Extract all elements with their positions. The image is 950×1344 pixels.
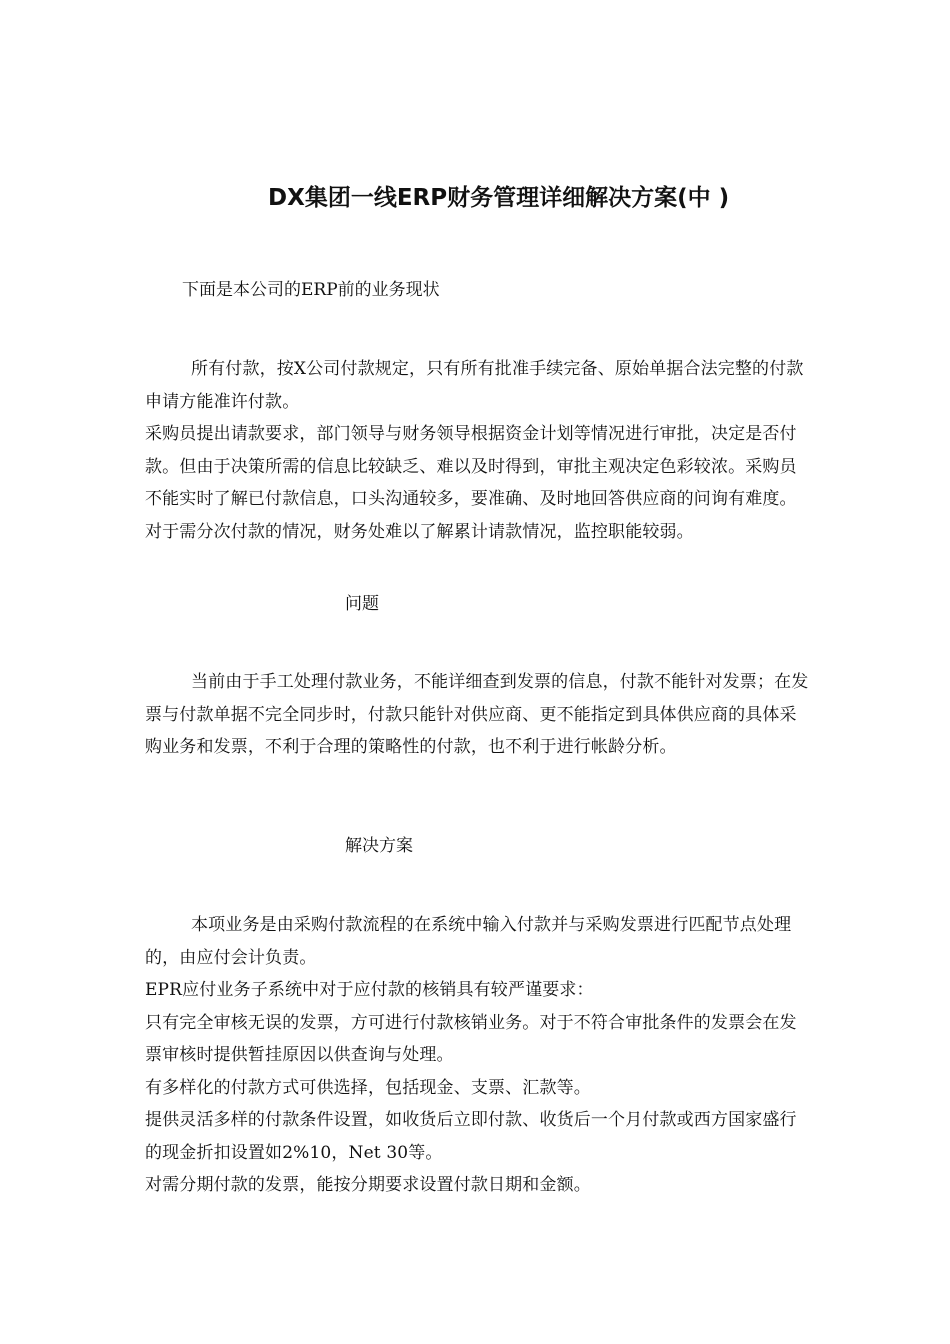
intro-line: 下面是本公司的ERP前的业务现状 (182, 280, 440, 300)
paragraph: EPR应付业务子系统中对于应付款的核销具有较严谨要求： (145, 980, 594, 1000)
paragraph: 当前由于手工处理付款业务，不能详细查到发票的信息，付款不能针对发票；在发票与付款单据不完全同步时，付款只能针对供应商、更不能指定到具体供应商的具体采购业务和发票，不利于合理的策略性的付款，也不利于进行帐龄分析。 (145, 672, 809, 757)
heading-problem: 问题 (345, 594, 379, 614)
document-title: DX集团一线ERP财务管理详细解决方案(中 ) (268, 185, 730, 211)
paragraph: 只有完全审核无误的发票，方可进行付款核销业务。对于不符合审批条件的发票会在发票审核时提供暂挂原因以供查询与处理。 (145, 1012, 797, 1065)
section-current-status (145, 353, 810, 548)
paragraph: 有多样化的付款方式可供选择，包括现金、支票、汇款等。 (145, 1077, 591, 1098)
paragraph: 所有付款，按X公司付款规定，只有所有批准手续完备、原始单据合法完整的付款申请方能准许付款。 (145, 359, 804, 412)
paragraph: 采购员提出请款要求，部门领导与财务领导根据资金计划等情况进行审批，决定是否付款。但由于决策所需的信息比较缺乏、难以及时得到，审批主观决定色彩较浓。采购员不能实时了解已付款信息，口头沟通较多，要准确、及时地回答供应商的问询有难度。对于需分次付款的情况，财务处难以了解累计请款情况，监控职能较弱。 (145, 424, 797, 542)
heading-solution: 解决方案 (345, 836, 413, 856)
section-problem (145, 666, 810, 764)
paragraph: 对需分期付款的发票，能按分期要求设置付款日期和金额。 (145, 1175, 591, 1195)
section-solution (145, 909, 810, 1202)
paragraph: 提供灵活多样的付款条件设置，如收货后立即付款、收货后一个月付款或西方国家盛行的现金折扣设置如2%10，Net 30等。 (145, 1110, 797, 1163)
paragraph: 本项业务是由采购付款流程的在系统中输入付款并与采购发票进行匹配节点处理的，由应付会计负责。 (145, 915, 792, 968)
